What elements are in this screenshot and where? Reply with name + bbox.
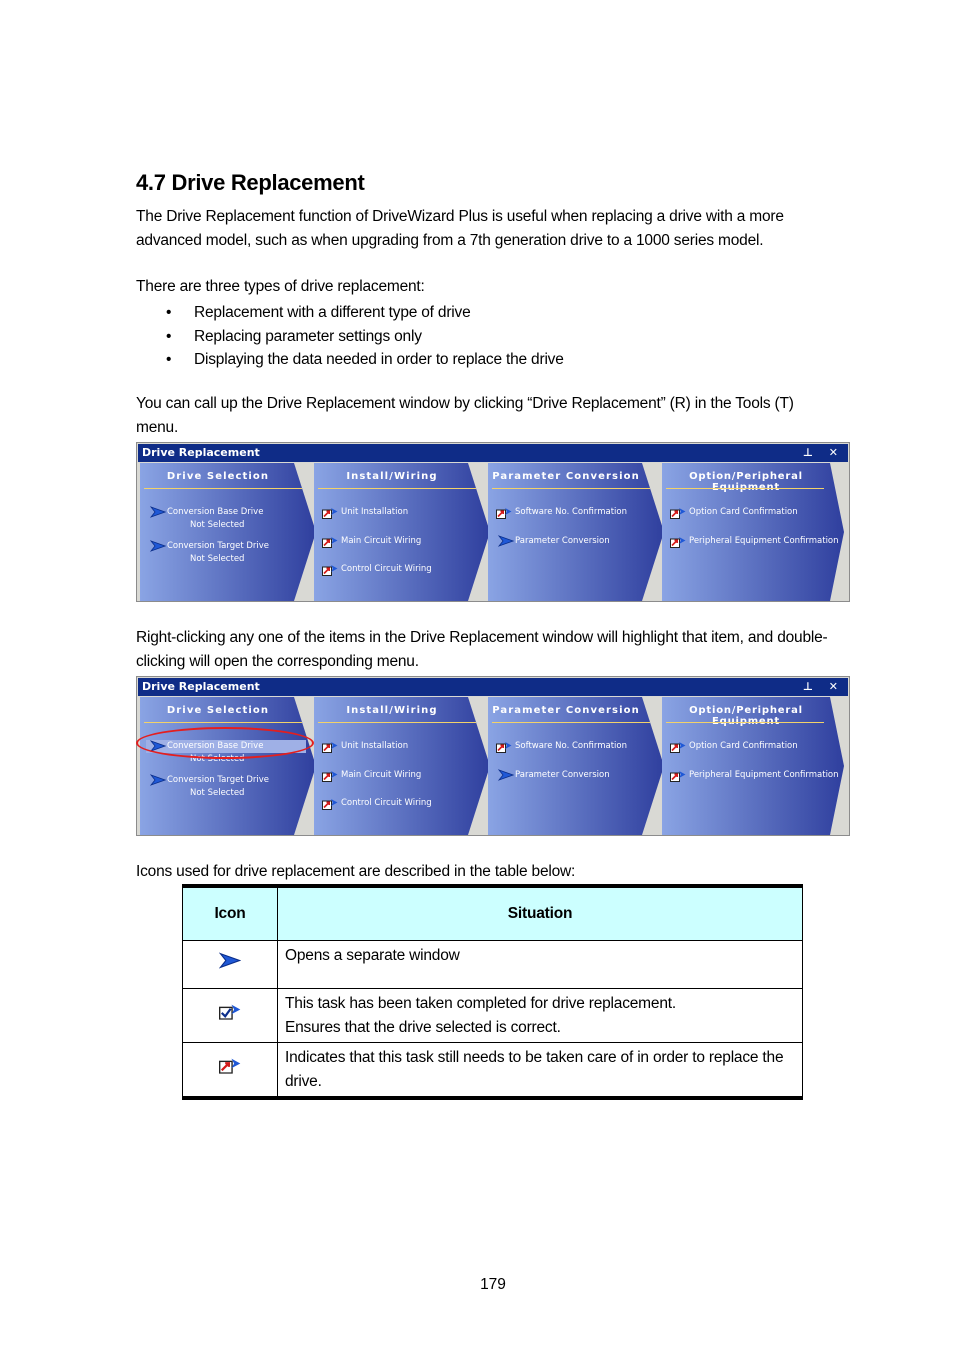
column-header-situation: Situation [278,888,803,941]
pending-box-arrow-icon [219,1057,241,1074]
conversion-base-drive-item[interactable]: Conversion Base Drive [167,507,264,517]
window-controls[interactable]: ⊥ ✕ [802,446,844,459]
panel-parameter-conversion [488,463,664,601]
panel-title: Option/Peripheral [689,705,803,716]
rightclick-paragraph: Right-clicking any one of the items in the Drive Replacement window will highlight that item, and double- clicking will open the corresponding menu. [136,629,828,670]
parameter-conversion-item[interactable]: Parameter Conversion [515,536,610,546]
table-row: Indicates that this task still needs to be taken care of in order to replace the drive. [183,1043,803,1097]
software-no-confirmation-item[interactable]: Software No. Confirmation [515,507,627,517]
table-intro: Icons used for drive replacement are described in the table below: [136,863,576,880]
callup-paragraph: You can call up the Drive Replacement window by clicking “Drive Replacement” (R) in the Tools (T) menu. [136,395,794,436]
conversion-base-drive-item[interactable]: Conversion Base Drive [167,741,264,751]
page-number: 179 [480,1276,506,1293]
panel-parameter-conversion [488,697,664,835]
highlight-ellipse [136,727,314,759]
option-card-confirmation-item[interactable]: Option Card Confirmation [689,741,798,751]
panel-title: Parameter Conversion [492,471,640,482]
pending-task-icon [670,770,686,782]
panel-install-wiring [314,463,490,601]
window-title: Drive Replacement [142,446,260,459]
main-circuit-wiring-item[interactable]: Main Circuit Wiring [341,536,422,546]
types-intro: There are three types of drive replacement: [136,278,425,295]
blue-arrow-icon [219,952,241,969]
control-circuit-wiring-item[interactable]: Control Circuit Wiring [341,798,432,808]
peripheral-equipment-confirmation-item[interactable]: Peripheral Equipment Confirmation [689,770,839,780]
table-header-row [183,888,803,941]
pending-task-icon [322,536,338,548]
section-heading: 4.7 Drive Replacement [136,170,365,195]
list-item: • Replacement with a different type of drive [136,301,564,325]
panel-option-peripheral [662,697,844,835]
control-circuit-wiring-item[interactable]: Control Circuit Wiring [341,564,432,574]
panel-drive-selection [140,463,316,601]
drive-replacement-window [136,442,850,602]
peripheral-equipment-confirmation-item[interactable]: Peripheral Equipment Confirmation [689,536,839,546]
status-text: Not Selected [190,788,245,798]
table-row: This task has been taken completed for drive replacement. Ensures that the drive selected is correct. [183,989,803,1043]
panel-drive-selection [140,697,316,835]
replacement-types-list [136,301,564,372]
list-item: • Displaying the data needed in order to replace the drive [136,348,564,372]
panel-install-wiring [314,697,490,835]
pending-task-icon [496,507,512,519]
list-item: • Replacing parameter settings only [136,325,564,349]
option-card-confirmation-item[interactable]: Option Card Confirmation [689,507,798,517]
window-title: Drive Replacement [142,680,260,693]
blue-arrow-icon [150,506,166,518]
column-header-icon: Icon [183,888,278,941]
pending-task-icon [322,798,338,810]
status-text: Not Selected [190,554,245,564]
panel-option-peripheral [662,463,844,601]
status-text: Not Selected [190,754,245,764]
window-title-bar [138,444,848,462]
conversion-target-drive-item[interactable]: Conversion Target Drive [167,775,270,785]
parameter-conversion-item[interactable]: Parameter Conversion [515,770,610,780]
unit-installation-item[interactable]: Unit Installation [341,741,409,751]
panel-title: Drive Selection [166,471,270,482]
panel-title: Parameter Conversion [492,705,640,716]
icon-table [182,884,803,1100]
blue-arrow-icon [150,540,166,552]
software-no-confirmation-item[interactable]: Software No. Confirmation [515,741,627,751]
pending-task-icon [322,741,338,753]
pending-task-icon [322,564,338,576]
pending-task-icon [496,741,512,753]
pending-task-icon [670,507,686,519]
blue-arrow-icon [498,535,514,547]
checked-box-arrow-icon [219,1003,241,1020]
panel-title: Drive Selection [166,705,270,716]
pending-task-icon [322,770,338,782]
window-title-bar [138,678,848,696]
pending-task-icon [670,741,686,753]
panel-title: Install/Wiring [346,705,438,716]
window-controls[interactable]: ⊥ ✕ [802,680,844,693]
panel-title: Option/Peripheral [689,471,803,482]
status-text: Not Selected [190,520,245,530]
table-row: Opens a separate window [183,941,803,989]
panel-title: Install/Wiring [346,471,438,482]
main-circuit-wiring-item[interactable]: Main Circuit Wiring [341,770,422,780]
blue-arrow-icon [150,774,166,786]
pending-task-icon [322,507,338,519]
unit-installation-item[interactable]: Unit Installation [341,507,409,517]
conversion-target-drive-item[interactable]: Conversion Target Drive [167,541,270,551]
blue-arrow-icon [498,769,514,781]
pending-task-icon [670,536,686,548]
intro-paragraph: The Drive Replacement function of DriveWizard Plus is useful when replacing a drive with a more advanced model, such as when upgrading from a 7th generation drive to a 1000 series model. [136,208,784,249]
drive-replacement-window-highlighted [136,676,850,836]
